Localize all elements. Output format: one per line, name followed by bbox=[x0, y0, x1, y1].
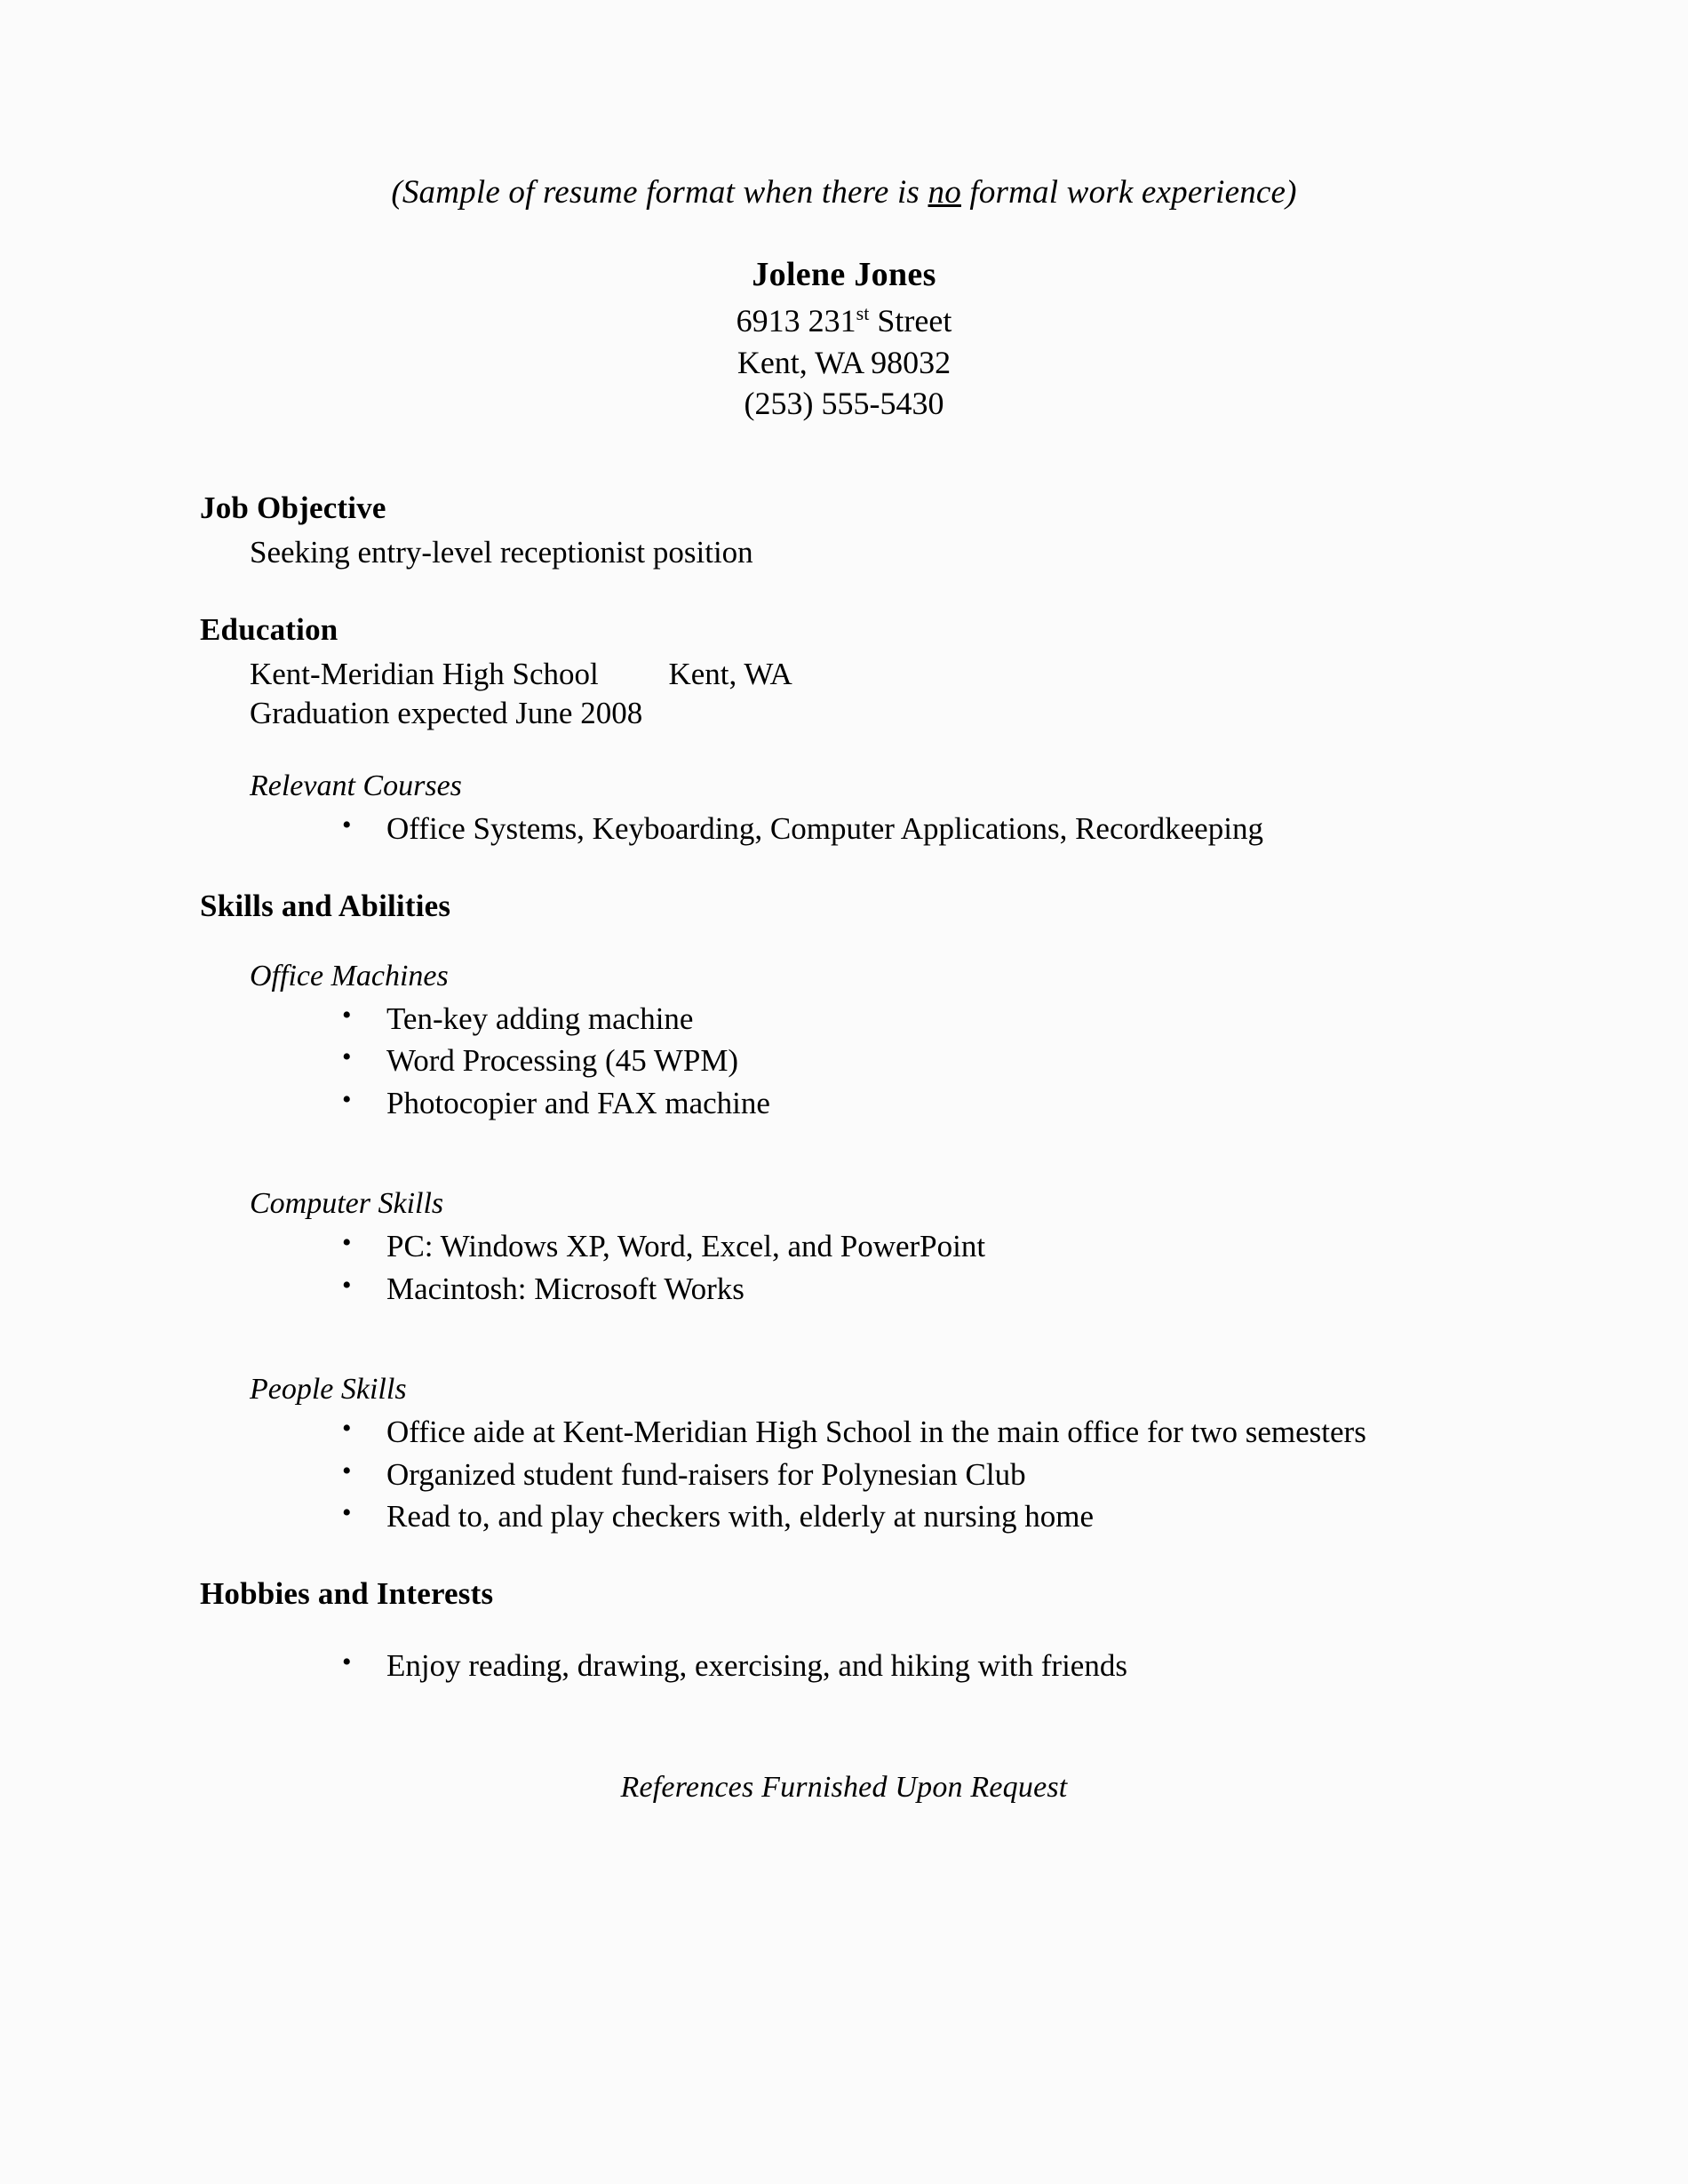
candidate-city-state-zip: Kent, WA 98032 bbox=[737, 344, 951, 380]
section-education bbox=[200, 612, 1488, 849]
section-hobbies-and-interests bbox=[200, 1576, 1488, 1686]
subsection-title-office-machines: Office Machines bbox=[250, 959, 449, 992]
spacer bbox=[200, 1125, 1488, 1152]
candidate-phone: (253) 555-5430 bbox=[744, 386, 944, 422]
sample-format-note bbox=[200, 173, 1488, 212]
resume-content bbox=[200, 173, 1488, 1805]
note-suffix: formal work experience) bbox=[960, 174, 1297, 211]
education-school-line: Kent-Meridian High School Kent, WA bbox=[250, 656, 792, 691]
office-machines-list bbox=[200, 999, 1488, 1124]
address-number: 6913 231 bbox=[736, 303, 856, 339]
list-item: • Organized student fund-raisers for Polynesian Club bbox=[342, 1455, 1453, 1495]
subsection-title-people-skills: People Skills bbox=[250, 1373, 407, 1407]
section-title-job-objective: Job Objective bbox=[200, 490, 386, 525]
references-note: References Furnished Upon Request bbox=[620, 1771, 1068, 1805]
list-item: • Macintosh: Microsoft Works bbox=[342, 1269, 1453, 1310]
list-item: • Enjoy reading, drawing, exercising, and hiking with friends bbox=[342, 1646, 1453, 1686]
list-item: • Read to, and play checkers with, elderly at nursing home bbox=[342, 1496, 1453, 1537]
note-prefix: (Sample of resume format when there is bbox=[391, 174, 928, 211]
hobbies-list bbox=[200, 1646, 1488, 1686]
address-ordinal-suffix: st bbox=[856, 302, 870, 325]
people-skills-list bbox=[200, 1412, 1488, 1537]
relevant-courses-list bbox=[200, 809, 1488, 849]
section-title-hobbies-and-interests: Hobbies and Interests bbox=[200, 1575, 494, 1611]
spacer bbox=[200, 1619, 1488, 1646]
list-item: • Photocopier and FAX machine bbox=[342, 1083, 1453, 1124]
section-job-objective bbox=[200, 490, 1488, 573]
address-street: Street bbox=[869, 303, 952, 339]
list-item: • PC: Windows XP, Word, Excel, and PowerPoint bbox=[342, 1226, 1453, 1267]
list-item: • Office aide at Kent-Meridian High School in the main office for two semesters bbox=[342, 1412, 1453, 1453]
spacer bbox=[200, 1311, 1488, 1337]
list-item: • Office Systems, Keyboarding, Computer Applications, Recordkeeping bbox=[342, 809, 1453, 849]
candidate-street-address bbox=[200, 300, 1488, 341]
candidate-header bbox=[200, 255, 1488, 424]
subsection-title-relevant-courses: Relevant Courses bbox=[250, 769, 462, 803]
candidate-name: Jolene Jones bbox=[752, 256, 936, 294]
section-title-education: Education bbox=[200, 611, 338, 647]
job-objective-body: Seeking entry-level receptionist position bbox=[250, 534, 753, 570]
section-skills-and-abilities bbox=[200, 889, 1488, 1537]
list-item: • Ten-key adding machine bbox=[342, 999, 1453, 1040]
education-graduation-line: Graduation expected June 2008 bbox=[250, 696, 643, 731]
note-underlined-word: no bbox=[928, 174, 961, 211]
subsection-title-computer-skills: Computer Skills bbox=[250, 1187, 444, 1221]
list-item: • Word Processing (45 WPM) bbox=[342, 1040, 1453, 1081]
computer-skills-list bbox=[200, 1226, 1488, 1309]
section-title-skills-and-abilities: Skills and Abilities bbox=[200, 888, 451, 923]
